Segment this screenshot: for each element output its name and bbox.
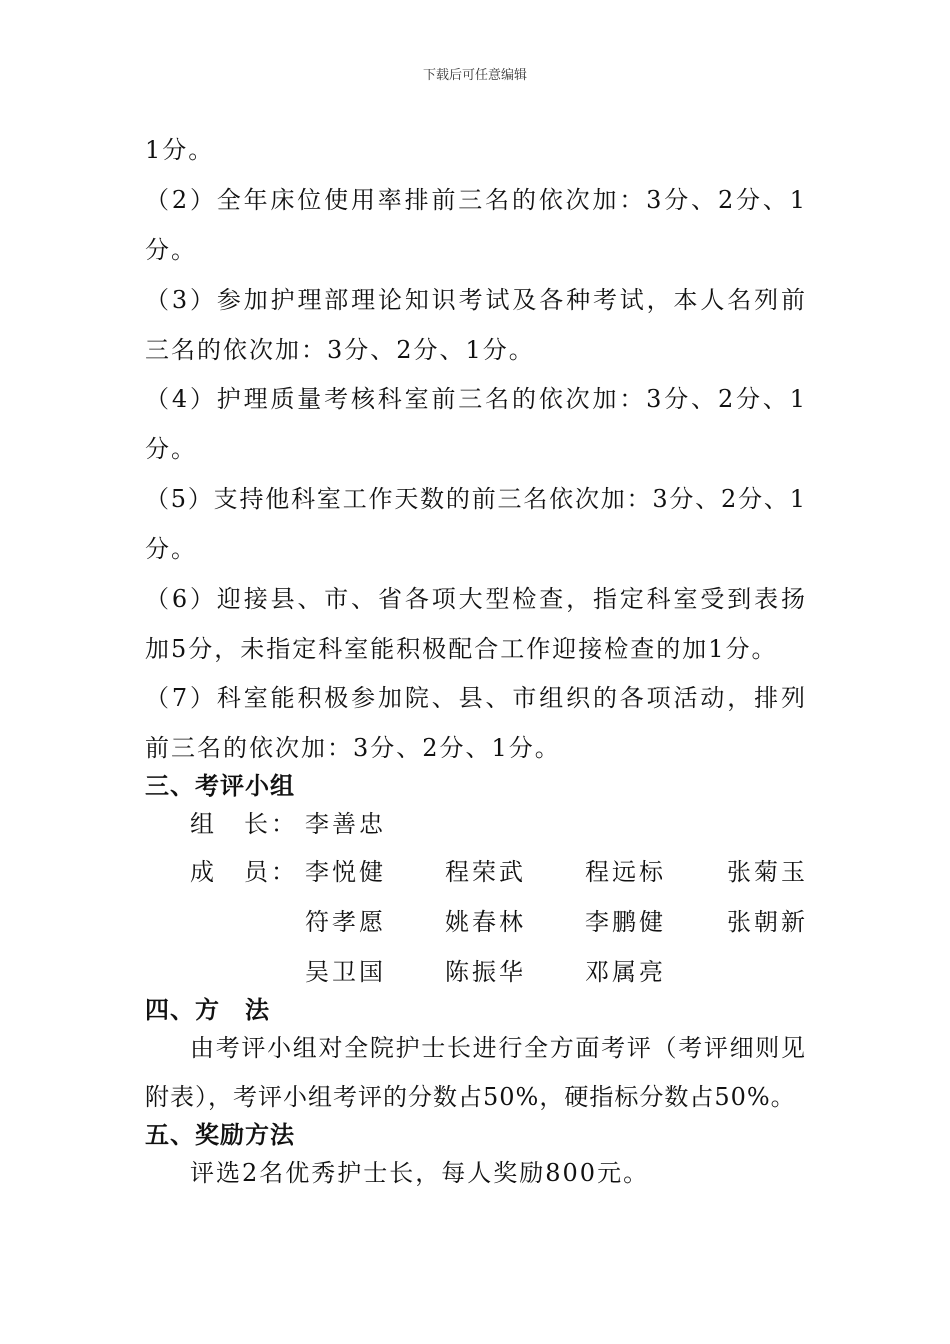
- text-line: （5）支持他科室工作天数的前三名依次加：3分、2分、1: [145, 485, 805, 513]
- member-name: 吴卫国: [305, 958, 386, 986]
- text-line: （7）科室能积极参加院、县、市组织的各项活动，排列: [145, 684, 805, 712]
- section-heading: 三、考评小组: [145, 772, 295, 800]
- page-header: 下载后可任意编辑: [422, 68, 527, 83]
- member-name: 张朝新: [727, 908, 808, 936]
- text-line: （2）全年床位使用率排前三名的依次加：3分、2分、1: [145, 186, 805, 214]
- member-name: 符孝愿: [305, 908, 386, 936]
- member-name: 邓属亮: [585, 958, 666, 986]
- text-line: （4）护理质量考核科室前三名的依次加：3分、2分、1: [145, 385, 805, 413]
- leader-name: 李善忠: [305, 810, 386, 838]
- text-line: 分。: [145, 535, 197, 563]
- members-label: 成 员：: [190, 858, 298, 886]
- text-line: 前三名的依次加：3分、2分、1分。: [145, 734, 561, 762]
- text-line: 评选2名优秀护士长，每人奖励800元。: [190, 1159, 650, 1187]
- text-line: 分。: [145, 236, 197, 264]
- text-line: 1分。: [145, 136, 215, 164]
- member-name: 姚春林: [445, 908, 526, 936]
- member-name: 李悦健: [305, 858, 386, 886]
- leader-label: 组 长：: [190, 810, 298, 838]
- member-name: 程远标: [585, 858, 666, 886]
- text-line: 由考评小组对全院护士长进行全方面考评（考评细则见: [190, 1034, 805, 1062]
- member-name: 张菊玉: [727, 858, 808, 886]
- section-heading: 四、方 法: [145, 996, 270, 1024]
- text-line: 分。: [145, 435, 197, 463]
- text-line: 三名的依次加：3分、2分、1分。: [145, 336, 535, 364]
- text-line: 附表），考评小组考评的分数占50%，硬指标分数占50%。: [145, 1083, 796, 1111]
- member-name: 李鹏健: [585, 908, 666, 936]
- member-name: 陈振华: [445, 958, 526, 986]
- member-name: 程荣武: [445, 858, 526, 886]
- text-line: 加5分，未指定科室能积极配合工作迎接检查的加1分。: [145, 635, 778, 663]
- section-heading: 五、奖励方法: [145, 1121, 295, 1149]
- text-line: （3）参加护理部理论知识考试及各种考试，本人名列前: [145, 286, 805, 314]
- text-line: （6）迎接县、市、省各项大型检查，指定科室受到表扬: [145, 585, 805, 613]
